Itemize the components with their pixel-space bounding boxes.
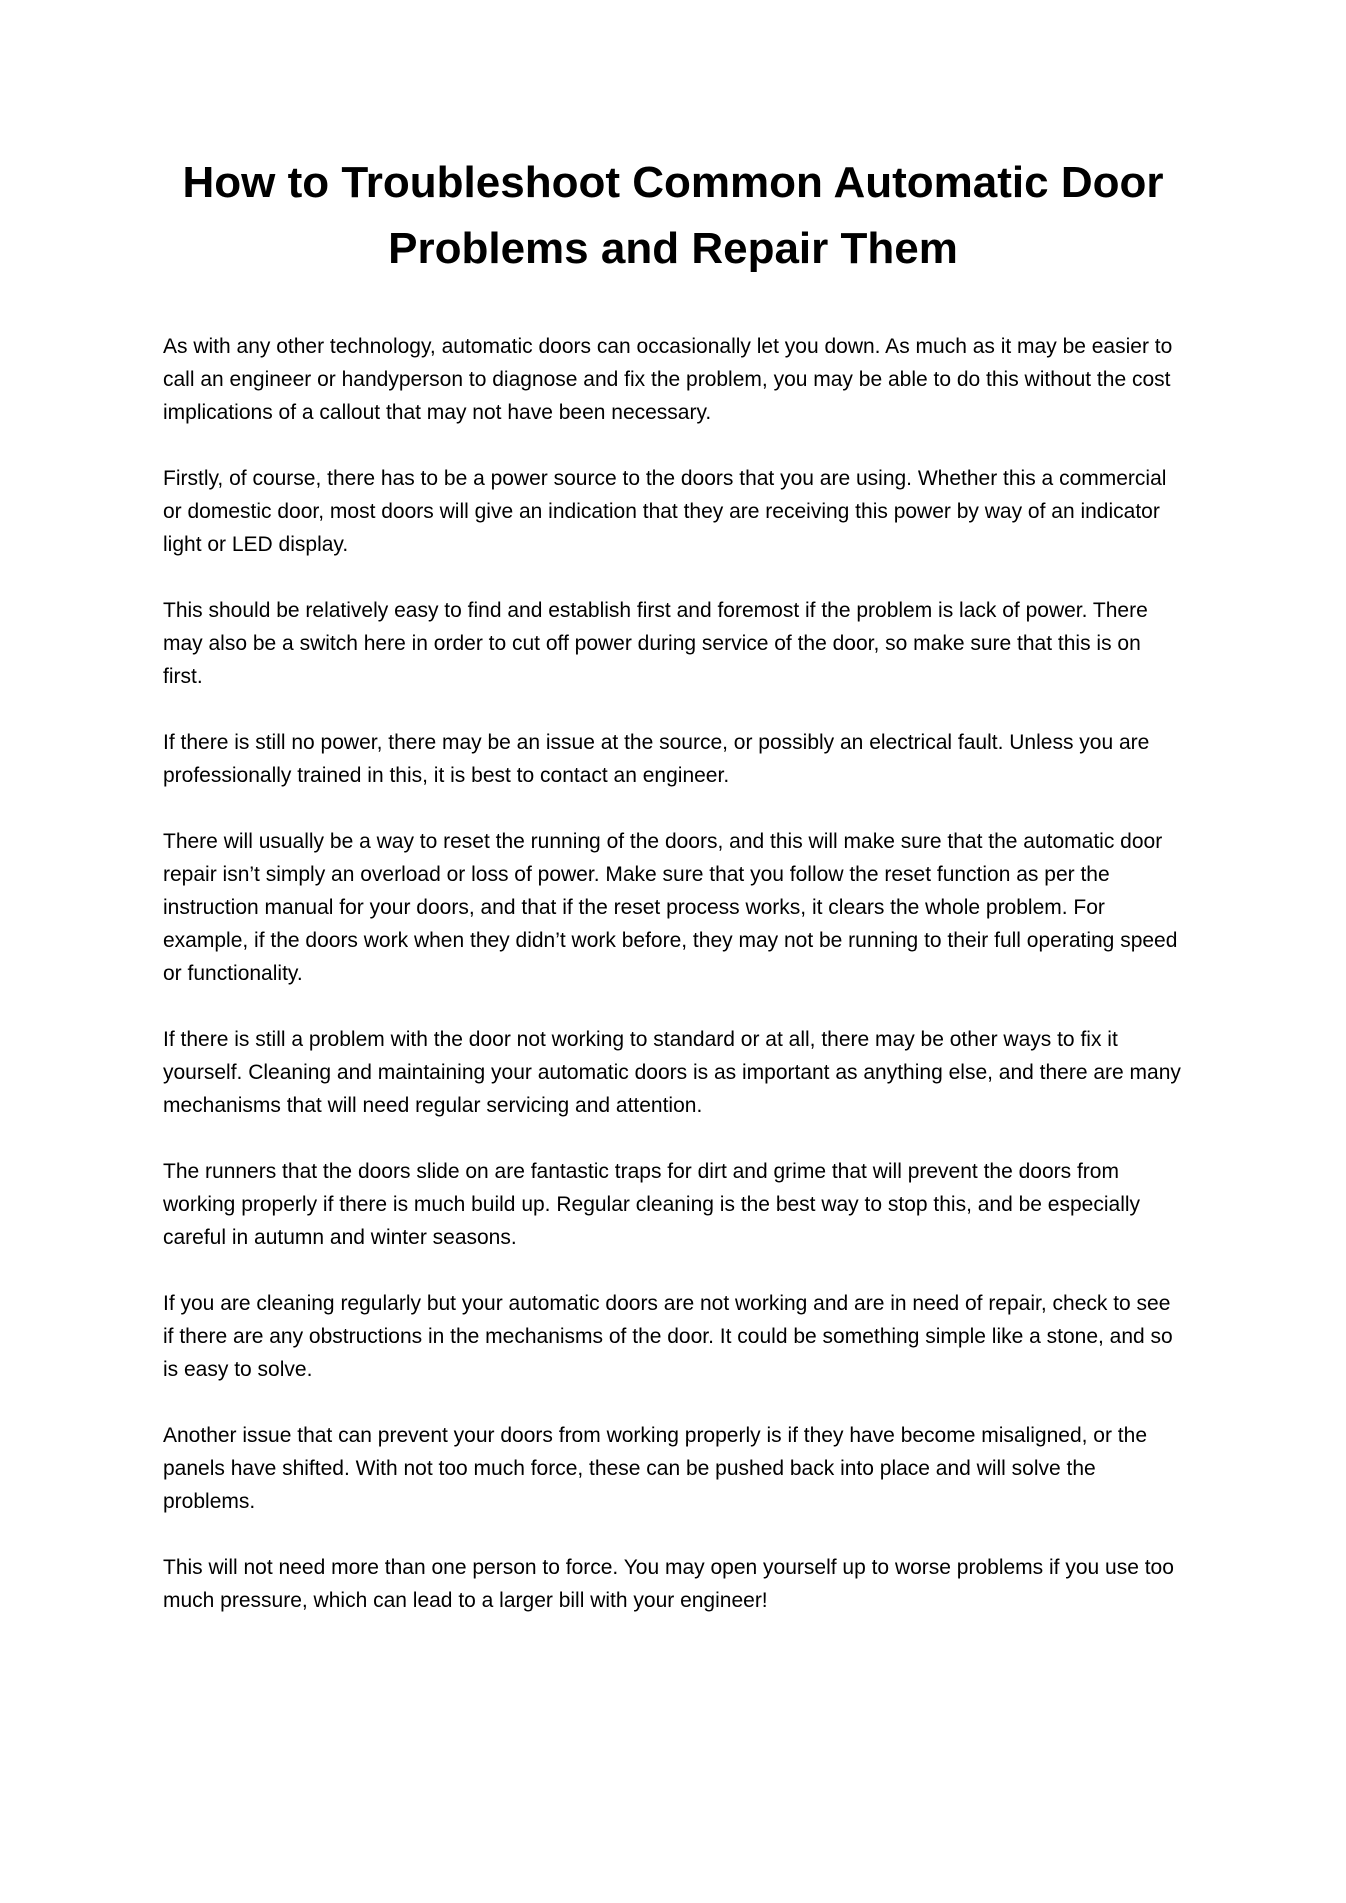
paragraph: There will usually be a way to reset the running of the doors, and this will make sure that the automatic door repair isn’t simply an overload or loss of power. Make sure that you follow the reset function as per the instruction manual for your doors, and that if the reset process works, it clears the whole problem. For example, if the doors work when they didn’t work before, they may not be running to their full operating speed or functionality. [163,830,1178,985]
paragraph: If there is still no power, there may be an issue at the source, or possibly an electrical fault. Unless you are professionally trained in this, it is best to contact an engineer. [163,731,1150,787]
paragraph: If you are cleaning regularly but your automatic doors are not working and are in need of repair, check to see if there are any obstructions in the mechanisms of the door. It could be something simple like a stone, and so is easy to solve. [163,1292,1173,1381]
document-title: How to Troubleshoot Common Automatic Door Problems and Repair Them [182,158,1164,273]
paragraph: If there is still a problem with the door not working to standard or at all, there may be other ways to fix it yourself. Cleaning and maintaining your automatic doors is as important as anything else, and there are many mechanisms that will need regular servicing and attention. [163,1028,1181,1117]
paragraph: This should be relatively easy to find and establish first and foremost if the problem is lack of power. There may also be a switch here in order to cut off power during service of the door, so make sure that this is on first. [163,599,1148,688]
paragraph: Firstly, of course, there has to be a power source to the doors that you are using. Whether this a commercial or domestic door, most doors will give an indication that they are receiving this power by way of an indicator light or LED display. [163,467,1167,556]
paragraph: As with any other technology, automatic doors can occasionally let you down. As much as it may be easier to call an engineer or handyperson to diagnose and fix the problem, you may be able to do this without the cost implications of a callout that may not have been necessary. [163,335,1173,424]
paragraph: The runners that the doors slide on are fantastic traps for dirt and grime that will prevent the doors from working properly if there is much build up. Regular cleaning is the best way to stop this, and be especially careful in autumn and winter seasons. [163,1160,1141,1249]
paragraph: Another issue that can prevent your doors from working properly is if they have become misaligned, or the panels have shifted. With not too much force, these can be pushed back into place and will solve the problems. [163,1424,1147,1513]
document-body [163,330,1183,1617]
paragraph: This will not need more than one person to force. You may open yourself up to worse problems if you use too much pressure, which can lead to a larger bill with your engineer! [163,1556,1174,1612]
